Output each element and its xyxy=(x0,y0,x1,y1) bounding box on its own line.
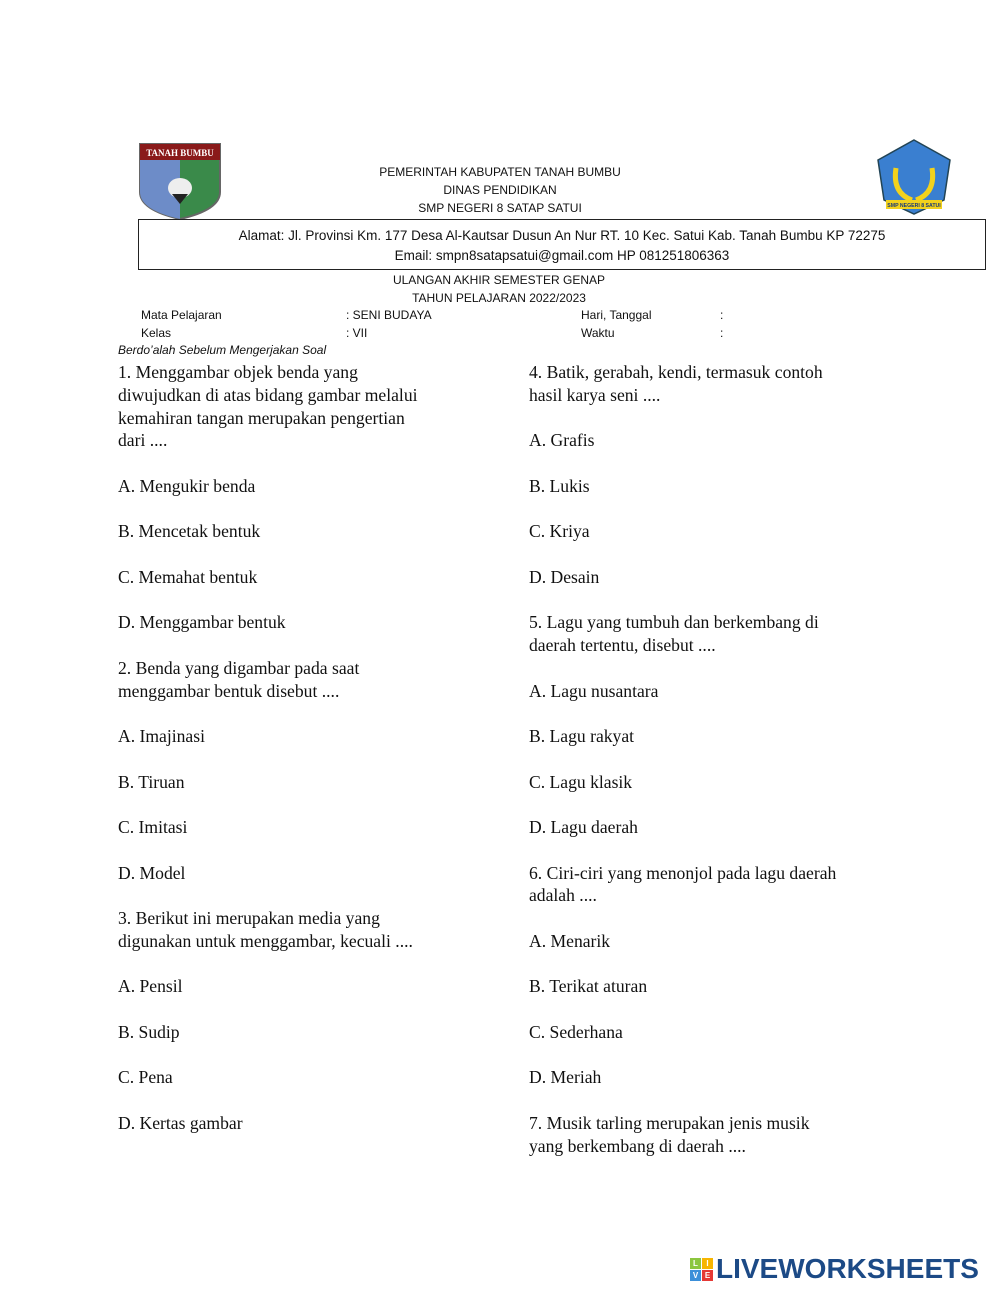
question-text: kemahiran tangan merupakan pengertian xyxy=(118,407,405,428)
answer-option[interactable]: B. Terikat aturan xyxy=(529,976,648,997)
address-box xyxy=(138,219,986,270)
answer-option[interactable]: A. Mengukir benda xyxy=(118,475,256,496)
question-text: 6. Ciri-ciri yang menonjol pada lagu daerah xyxy=(529,862,837,883)
question-text: 4. Batik, gerabah, kendi, termasuk contoh xyxy=(529,362,823,382)
spacer xyxy=(118,702,418,725)
answer-option[interactable]: C. Kriya xyxy=(529,521,590,542)
answer-option[interactable]: A. Imajinasi xyxy=(118,726,205,746)
exam-title: ULANGAN AKHIR SEMESTER GENAP xyxy=(392,273,606,287)
answer-option[interactable]: D. Kertas gambar xyxy=(118,1112,243,1133)
spacer xyxy=(118,1089,418,1112)
question-text: 3. Berikut ini merupakan media yang xyxy=(118,908,380,928)
question-text: 5. Lagu yang tumbuh dan berkembang di xyxy=(529,612,819,633)
spacer xyxy=(529,793,836,816)
spacer xyxy=(529,702,836,725)
spacer xyxy=(118,589,418,612)
question-text: dari .... xyxy=(118,430,168,451)
spacer xyxy=(118,634,418,657)
answer-option[interactable]: C. Lagu klasik xyxy=(529,771,633,792)
spacer xyxy=(529,907,836,930)
question-text: daerah tertentu, disebut .... xyxy=(529,635,716,655)
time-label: Waktu xyxy=(581,326,615,340)
spacer xyxy=(529,407,836,430)
answer-option[interactable]: B. Mencetak bentuk xyxy=(118,521,261,542)
spacer xyxy=(118,543,418,566)
answer-option[interactable]: A. Grafis xyxy=(529,430,595,451)
question-text: 1. Menggambar objek benda yang xyxy=(118,362,358,382)
spacer xyxy=(529,1157,836,1180)
class-label: Kelas xyxy=(141,326,172,340)
header-department: DINAS PENDIDIKAN xyxy=(443,183,557,197)
answer-option[interactable]: D. Meriah xyxy=(529,1067,602,1088)
question-text: 2. Benda yang digambar pada saat xyxy=(118,657,360,678)
liveworksheets-logo xyxy=(690,1253,979,1285)
spacer xyxy=(529,998,836,1021)
answer-option[interactable]: D. Model xyxy=(118,862,186,883)
live-tiles-icon xyxy=(690,1258,713,1281)
spacer xyxy=(118,498,418,521)
spacer xyxy=(529,589,836,612)
header-government: PEMERINTAH KABUPATEN TANAH BUMBU xyxy=(379,165,621,179)
question-text: adalah .... xyxy=(529,885,597,906)
spacer xyxy=(529,748,836,771)
answer-option[interactable]: D. Lagu daerah xyxy=(529,817,638,837)
spacer xyxy=(118,953,418,976)
spacer xyxy=(118,998,418,1021)
questions-left-column xyxy=(118,361,418,1157)
question-text: yang berkembang di daerah .... xyxy=(529,1135,746,1156)
tile-v: V xyxy=(690,1270,701,1281)
question xyxy=(529,361,836,611)
date-label: Hari, Tanggal xyxy=(581,308,652,322)
tile-i: I xyxy=(702,1258,713,1269)
answer-option[interactable]: B. Tiruan xyxy=(118,771,185,792)
spacer xyxy=(118,793,418,816)
answer-option[interactable]: C. Memahat bentuk xyxy=(118,566,258,587)
answer-option[interactable]: A. Pensil xyxy=(118,976,183,997)
question xyxy=(529,1112,836,1180)
date-value: : xyxy=(720,308,724,322)
time-value: : xyxy=(720,326,724,340)
question-text: diwujudkan di atas bidang gambar melalui xyxy=(118,384,418,405)
answer-option[interactable]: C. Pena xyxy=(118,1067,173,1088)
spacer xyxy=(118,1044,418,1067)
answer-option[interactable]: C. Imitasi xyxy=(118,817,188,837)
tile-l: L xyxy=(690,1258,701,1269)
spacer xyxy=(118,884,418,907)
question xyxy=(118,907,418,1157)
answer-option[interactable]: A. Lagu nusantara xyxy=(529,680,659,701)
header-school: SMP NEGERI 8 SATAP SATUI xyxy=(418,201,582,215)
tile-e: E xyxy=(702,1270,713,1281)
subject-value: : SENI BUDAYA xyxy=(346,308,432,322)
spacer xyxy=(529,543,836,566)
spacer xyxy=(529,839,836,862)
contact-text: Email: smpn8satapsatui@gmail.com HP 081251806363 xyxy=(394,248,730,263)
liveworksheets-brand: LIVEWORKSHEETS xyxy=(716,1253,979,1284)
spacer xyxy=(118,452,418,475)
spacer xyxy=(529,452,836,475)
spacer xyxy=(118,1135,418,1158)
spacer xyxy=(529,953,836,976)
question xyxy=(118,361,418,657)
question-text: hasil karya seni .... xyxy=(529,384,661,405)
answer-option[interactable]: A. Menarik xyxy=(529,930,611,951)
right-logo-text: SMP NEGERI 8 SATUI xyxy=(887,203,941,209)
answer-option[interactable]: D. Menggambar bentuk xyxy=(118,612,286,633)
question-text: digunakan untuk menggambar, kecuali .... xyxy=(118,930,413,951)
prayer-note: Berdo’alah Sebelum Mengerjakan Soal xyxy=(118,343,327,357)
answer-option[interactable]: B. Lagu rakyat xyxy=(529,726,635,746)
question xyxy=(529,611,836,861)
subject-label: Mata Pelajaran xyxy=(141,308,222,322)
spacer xyxy=(529,1089,836,1112)
question xyxy=(529,862,836,1112)
address-text: Alamat: Jl. Provinsi Km. 177 Desa Al-Kautsar Dusun An Nur RT. 10 Kec. Satui Kab. Tanah Bumbu KP 72275 xyxy=(238,228,886,243)
class-value: : VII xyxy=(346,326,368,340)
spacer xyxy=(118,839,418,862)
spacer xyxy=(529,1044,836,1067)
academic-year: TAHUN PELAJARAN 2022/2023 xyxy=(412,291,586,305)
spacer xyxy=(118,748,418,771)
questions-right-column xyxy=(529,361,836,1180)
question-text: menggambar bentuk disebut .... xyxy=(118,680,340,701)
answer-option[interactable]: B. Sudip xyxy=(118,1021,180,1042)
left-logo-text: TANAH BUMBU xyxy=(146,148,214,158)
question xyxy=(118,657,418,907)
answer-option[interactable]: D. Desain xyxy=(529,566,600,587)
spacer xyxy=(529,498,836,521)
spacer xyxy=(529,657,836,680)
answer-option[interactable]: C. Sederhana xyxy=(529,1021,623,1042)
answer-option[interactable]: B. Lukis xyxy=(529,475,590,496)
question-text: 7. Musik tarling merupakan jenis musik xyxy=(529,1112,810,1133)
